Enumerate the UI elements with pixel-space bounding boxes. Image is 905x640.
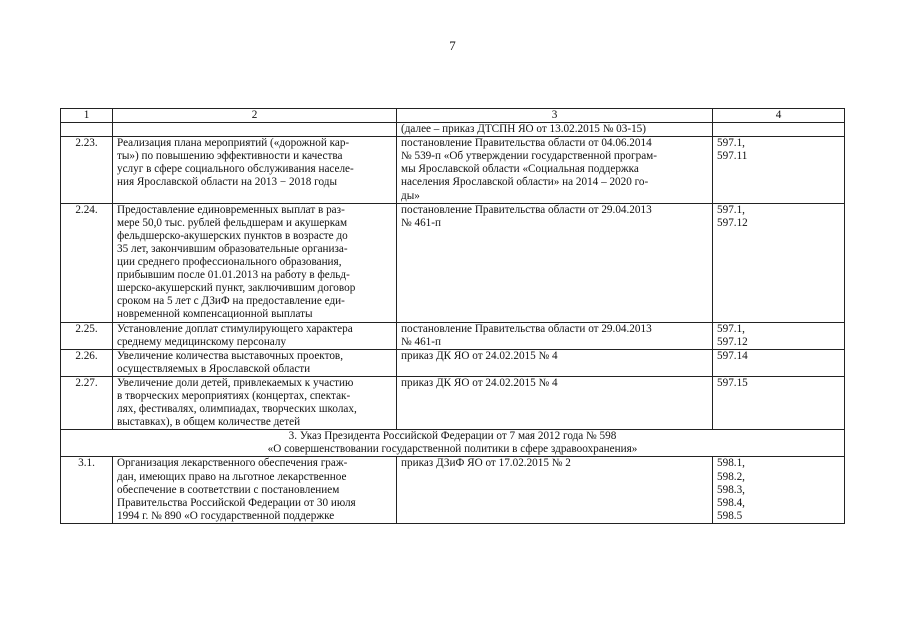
activity-cell: Установление доплат стимулирующего характера среднему медицинскому персоналу [113,322,397,349]
empty-cell [713,123,845,137]
section-heading-line: «О совершенствовании государственной политики в сфере здравоохранения» [267,443,638,456]
header-row [61,109,845,123]
row-number: 2.25. [61,322,113,349]
activity-cell: Предоставление единовременных выплат в раз- мере 50,0 тыс. рублей фельдшерам и акушеркам фельдшерско-акушерских пунктов в возрасте до 35 лет, закончившим образовательные организа- ции среднего профессионального образования, прибывшим после 01.01.2013 на работу в фельд- шерско-акушерский пункт, заключившим договор сроком на 5 лет с ДЗиФ на предоставление еди- новременной компенсационной выплаты [113,203,397,322]
continuation-text: (далее – приказ ДТСПН ЯО от 13.02.2015 № 03-15) [397,123,713,137]
table-row [61,322,845,349]
column-header: 1 [61,109,113,123]
codes-cell: 597.1, 597.12 [713,322,845,349]
column-header: 2 [113,109,397,123]
table-row [61,457,845,523]
codes-cell: 597.15 [713,376,845,429]
section-heading [61,430,845,457]
row-number: 2.24. [61,203,113,322]
row-number: 2.26. [61,349,113,376]
column-header: 3 [397,109,713,123]
document-cell: постановление Правительства области от 04.06.2014 № 539-п «Об утверждении государственной програм- мы Ярославской области «Социальная поддержка населения Ярославской области» на 2014 – 2020 го- ды» [397,137,713,203]
document-cell: постановление Правительства области от 29.04.2013 № 461-п [397,203,713,322]
table-row [61,376,845,429]
page-number: 7 [449,38,456,53]
codes-cell: 598.1, 598.2, 598.3, 598.4, 598.5 [713,457,845,523]
empty-cell [61,123,113,137]
column-header: 4 [713,109,845,123]
section-heading-row [61,430,845,457]
activity-cell: Увеличение доли детей, привлекаемых к участию в творческих мероприятиях (концертах, спектак- лях, фестивалях, олимпиадах, творческих школах, выставках), в общем количестве детей [113,376,397,429]
section-heading-line: 3. Указ Президента Российской Федерации от 7 мая 2012 года № 598 [288,430,617,443]
measures-table [60,108,845,524]
activity-cell: Организация лекарственного обеспечения граж- дан, имеющих право на льготное лекарственное обеспечение в соответствии с постановлением Правительства Российской Федерации от 30 июля 1994 г. № 890 «О государственной поддержке [113,457,397,523]
row-number: 2.27. [61,376,113,429]
empty-cell [113,123,397,137]
codes-cell: 597.1, 597.11 [713,137,845,203]
table-row [61,137,845,203]
row-number: 3.1. [61,457,113,523]
table-row [61,349,845,376]
activity-cell: Реализация плана мероприятий («дорожной кар- ты») по повышению эффективности и качества услуг в сфере социального обслуживания населе- ния Ярославской области на 2013 − 2018 годы [113,137,397,203]
document-cell: приказ ДК ЯО от 24.02.2015 № 4 [397,349,713,376]
codes-cell: 597.1, 597.12 [713,203,845,322]
continuation-row [61,123,845,137]
codes-cell: 597.14 [713,349,845,376]
document-cell: постановление Правительства области от 29.04.2013 № 461-п [397,322,713,349]
table-row [61,203,845,322]
activity-cell: Увеличение количества выставочных проектов, осуществляемых в Ярославской области [113,349,397,376]
row-number: 2.23. [61,137,113,203]
document-cell: приказ ДК ЯО от 24.02.2015 № 4 [397,376,713,429]
document-cell: приказ ДЗиФ ЯО от 17.02.2015 № 2 [397,457,713,523]
